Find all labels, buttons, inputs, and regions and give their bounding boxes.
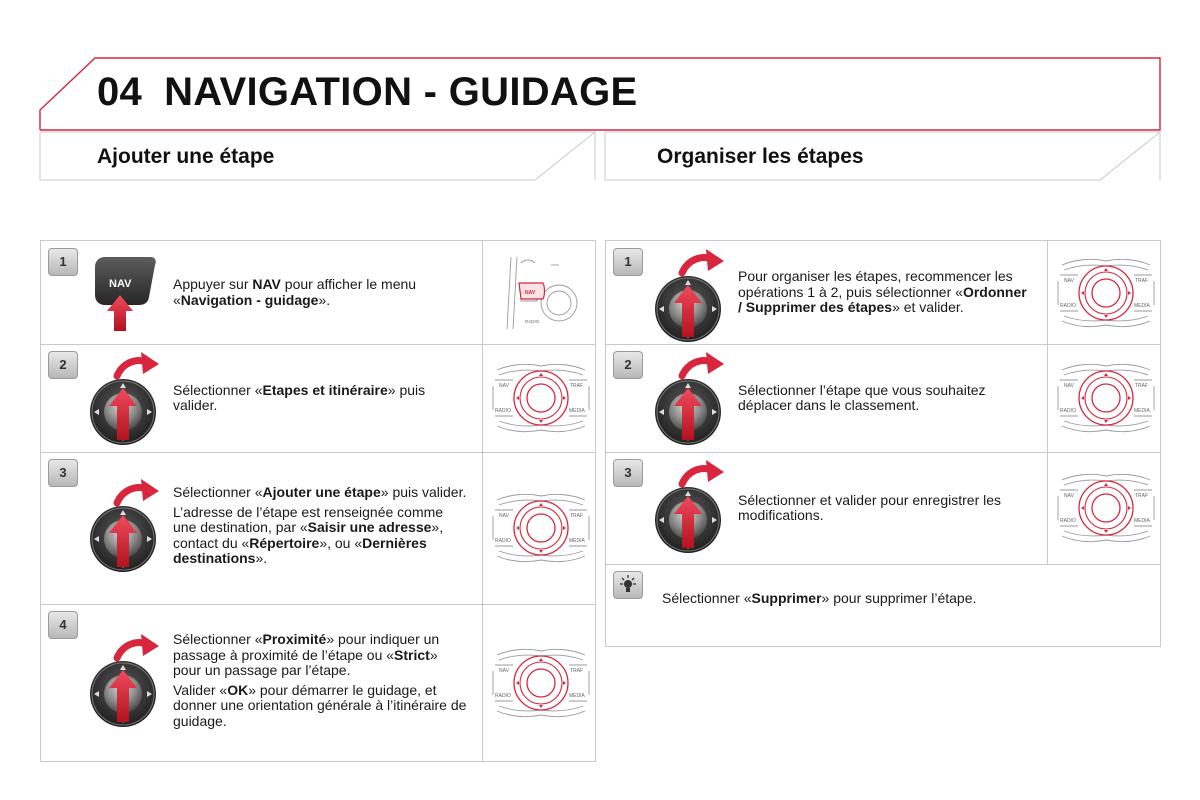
svg-text:RADIO: RADIO: [1060, 518, 1076, 524]
step-number-badge: 3: [48, 459, 78, 487]
console-dial-illustration: [482, 452, 596, 604]
left-steps-panel: [40, 240, 596, 762]
svg-text:NAV: NAV: [109, 278, 132, 290]
step-number-badge: 3: [613, 459, 643, 487]
svg-text:MEDIA: MEDIA: [569, 538, 585, 544]
svg-text:TRAF: TRAF: [570, 383, 584, 389]
section-title-left: Ajouter une étape: [97, 145, 275, 168]
step-instruction-text: Pour organiser les étapes, recommencer les opérations 1 à 2, puis sélectionner «Ordonner / Supprimer des étapes» et valider.: [738, 268, 1027, 315]
svg-text:NAV: NAV: [1064, 383, 1074, 389]
lightbulb-icon: [613, 571, 643, 599]
rotary-dial-icon: [654, 245, 734, 360]
svg-text:MEDIA: MEDIA: [569, 408, 585, 414]
step-number-badge: 2: [613, 351, 643, 379]
svg-text:RADIO: RADIO: [495, 408, 511, 414]
svg-text:TRAF: TRAF: [1135, 383, 1149, 389]
svg-text:RADIO: RADIO: [1060, 302, 1076, 309]
svg-text:RADIO: RADIO: [495, 692, 511, 699]
left-step-2: [41, 344, 595, 453]
right-step-2: [606, 344, 1160, 453]
svg-text:TRAF: TRAF: [1135, 493, 1149, 499]
console-dial-illustration: [1047, 241, 1161, 344]
console-dial-illustration: [482, 604, 596, 761]
console-dial-illustration: [1047, 452, 1161, 564]
console-dial-illustration: [482, 344, 596, 452]
step-instruction-text: Sélectionner «Ajouter une étape» puis valider. L’adresse de l’étape est renseignée comme une destination, par «Saisir une adresse», contact du «Répertoire», ou «Dernières destinations».: [173, 484, 467, 566]
chapter-title: NAVIGATION - GUIDAGE: [164, 70, 638, 114]
left-step-1: [41, 241, 595, 345]
rotary-dial-icon: [89, 348, 169, 463]
right-step-1: [606, 241, 1160, 345]
rotary-dial-icon: [89, 630, 169, 745]
nav-button-icon: [89, 245, 169, 360]
svg-text:MEDIA: MEDIA: [569, 692, 585, 699]
right-step-3: [606, 452, 1160, 565]
console-dial-illustration: [1047, 344, 1161, 452]
tip-text: Sélectionner «Supprimer» pour supprimer l’étape.: [662, 590, 977, 606]
rotary-dial-icon: [654, 456, 734, 571]
svg-text:RADIO: RADIO: [525, 318, 540, 324]
svg-text:TRAF: TRAF: [570, 513, 584, 519]
section-title-right: Organiser les étapes: [657, 145, 864, 168]
rotary-dial-icon: [654, 348, 734, 463]
svg-text:NAV: NAV: [499, 383, 509, 389]
svg-text:TRAF: TRAF: [570, 667, 584, 674]
step-instruction-text: Sélectionner l’étape que vous souhaitez déplacer dans le classement.: [738, 381, 986, 413]
svg-text:NAV: NAV: [499, 667, 509, 674]
svg-text:RADIO: RADIO: [495, 538, 511, 544]
step-instruction-text: Appuyer sur NAV pour afficher le menu «Navigation - guidage».: [173, 276, 417, 308]
svg-text:NAV: NAV: [525, 289, 536, 296]
svg-text:NAV: NAV: [1064, 493, 1074, 499]
svg-text:MEDIA: MEDIA: [1134, 518, 1150, 524]
step-number-badge: 1: [48, 248, 78, 276]
svg-text:RADIO: RADIO: [1060, 408, 1076, 414]
svg-text:NAV: NAV: [499, 513, 509, 519]
chapter-number: 04: [97, 70, 143, 114]
step-number-badge: 4: [48, 611, 78, 639]
step-number-badge: 1: [613, 248, 643, 276]
tip-row: [606, 564, 1160, 646]
svg-text:TRAF: TRAF: [1135, 277, 1149, 284]
step-instruction-text: Sélectionner «Etapes et itinéraire» puis valider.: [173, 381, 426, 413]
svg-text:MEDIA: MEDIA: [1134, 302, 1150, 309]
step-number-badge: 2: [48, 351, 78, 379]
rotary-dial-icon: [89, 475, 169, 590]
left-step-4: [41, 604, 595, 761]
svg-text:NAV: NAV: [1064, 277, 1074, 284]
step-instruction-text: Sélectionner «Proximité» pour indiquer un passage à proximité de l’étape ou «Strict» pour un passage par l’étape. Valider «OK» pour démarrer le guidage, et donner une orientation générale à l’itinéraire de guidage.: [173, 631, 467, 729]
step-instruction-text: Sélectionner et valider pour enregistrer les modifications.: [738, 491, 1002, 523]
svg-text:MEDIA: MEDIA: [1134, 408, 1150, 414]
right-steps-panel: [605, 240, 1161, 647]
left-step-3: [41, 452, 595, 605]
page-title: [97, 70, 638, 115]
console-nav-illustration: [482, 241, 596, 344]
